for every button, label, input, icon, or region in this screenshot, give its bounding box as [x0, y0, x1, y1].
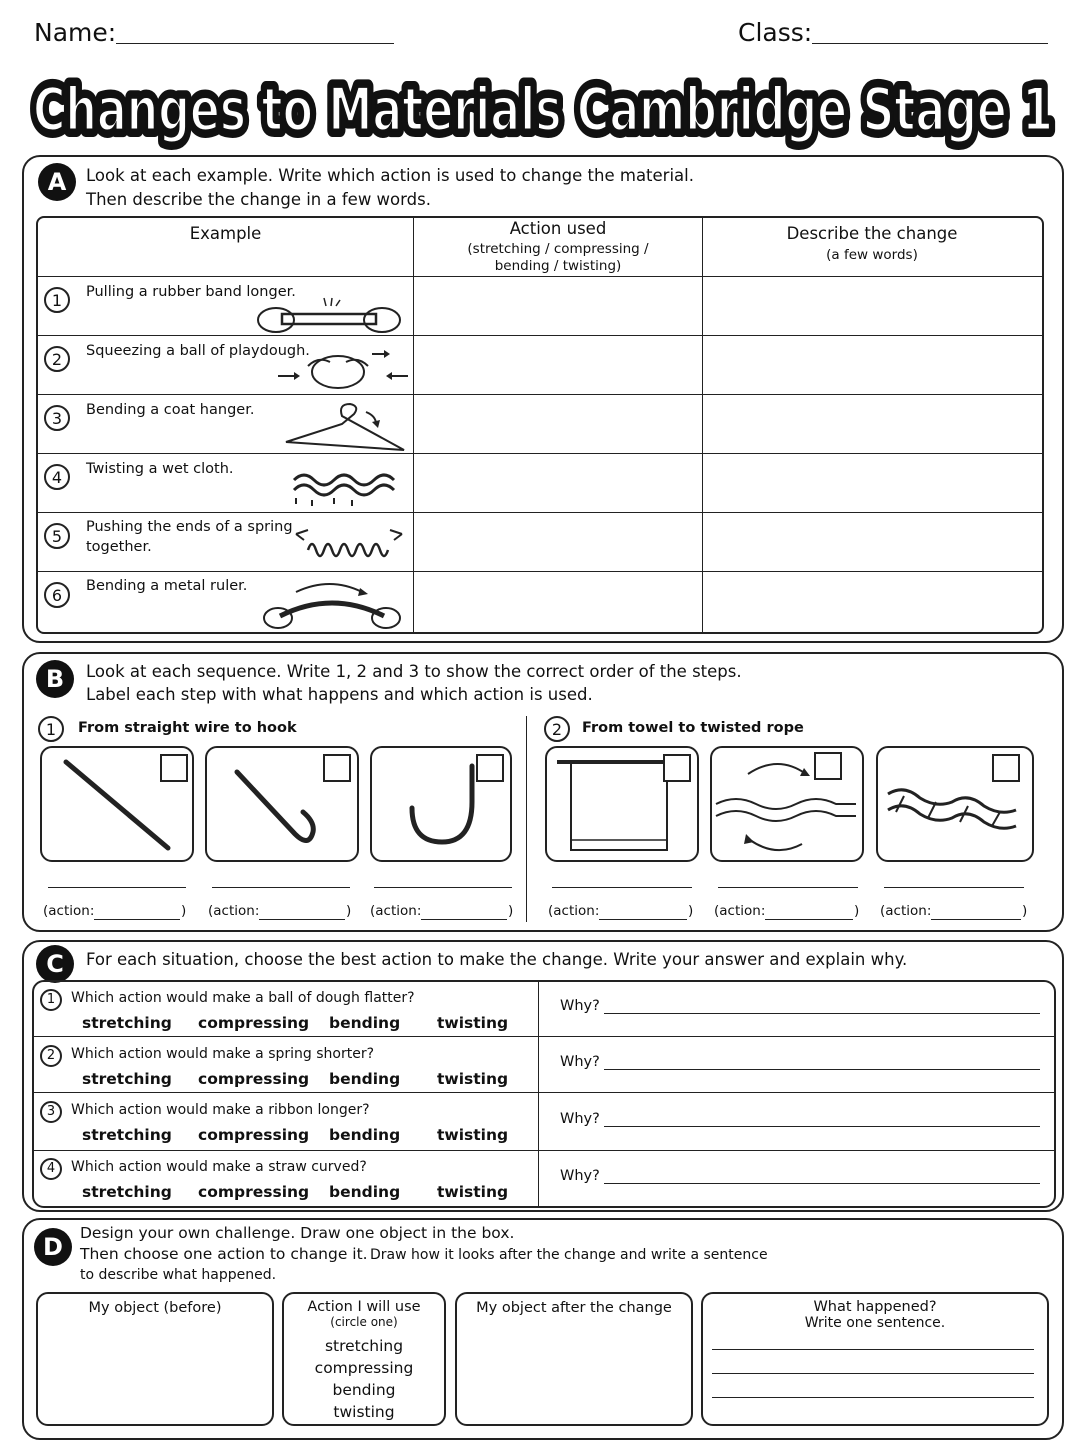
- step-label-line[interactable]: [884, 868, 1024, 888]
- question-text: Which action would make a ribbon longer?: [71, 1102, 370, 1118]
- action-choice-box: [282, 1292, 446, 1426]
- order-checkbox[interactable]: [160, 754, 188, 782]
- action-field[interactable]: [421, 900, 507, 920]
- action-choice-sub: (circle one): [330, 1315, 398, 1329]
- step-label-line[interactable]: [48, 868, 186, 888]
- table-row: [44, 287, 70, 313]
- action-option-bending[interactable]: bending: [332, 1381, 396, 1399]
- playdough-icon: [272, 348, 412, 392]
- table-row: [44, 346, 70, 372]
- class-label: Class:: [738, 18, 813, 47]
- sequence-1-title: From straight wire to hook: [78, 720, 297, 736]
- row-text-line-1: Pushing the ends of a spring: [86, 519, 293, 535]
- section-d-instruction-2a: Then choose one action to change it.: [80, 1245, 368, 1263]
- option-twisting[interactable]: twisting: [437, 1183, 509, 1201]
- col-action-sub-2: bending / twisting): [494, 258, 622, 274]
- rubber-band-icon: [246, 294, 410, 334]
- section-a-badge: A: [38, 163, 76, 201]
- sentence-line[interactable]: [712, 1330, 1034, 1350]
- section-d-badge: D: [34, 1228, 72, 1266]
- section-c-instruction: For each situation, choose the best action to make the change. Write your answer and explain why.: [86, 950, 908, 969]
- question-text: Which action would make a straw curved?: [71, 1159, 367, 1175]
- sequence-divider: [526, 716, 527, 922]
- col-action-header: Action used: [509, 219, 607, 238]
- option-stretching[interactable]: stretching: [82, 1070, 172, 1088]
- wet-cloth-icon: [284, 460, 408, 510]
- step-label-line[interactable]: [212, 868, 350, 888]
- row-number: 2: [44, 346, 70, 372]
- wire-step-box: [40, 746, 194, 862]
- close-paren: ): [1022, 903, 1028, 919]
- order-checkbox[interactable]: [663, 754, 691, 782]
- sequence-2-title: From towel to twisted rope: [582, 720, 804, 736]
- why-label: Why?: [560, 1054, 600, 1070]
- name-field[interactable]: [116, 14, 394, 44]
- question-number: 2: [40, 1044, 62, 1067]
- col-describe-sub: (a few words): [826, 247, 918, 263]
- object-after-label: My object after the change: [476, 1300, 672, 1316]
- close-paren: ): [508, 903, 514, 919]
- col-example-header: Example: [189, 224, 262, 243]
- order-checkbox[interactable]: [323, 754, 351, 782]
- why-field[interactable]: [604, 1050, 1040, 1070]
- class-field[interactable]: [812, 14, 1048, 44]
- close-paren: ): [688, 903, 694, 919]
- towel-step-box: [545, 746, 699, 862]
- action-label: (action:: [880, 903, 932, 919]
- sequence-1-number: 1: [38, 716, 64, 742]
- section-b-badge: B: [36, 660, 74, 698]
- worksheet-title-text: Changes to Materials Cambridge Stage 1: [33, 75, 1053, 145]
- row-text: Squeezing a ball of playdough.: [86, 343, 310, 359]
- spring-icon: [288, 520, 410, 566]
- action-label: (action:: [208, 903, 260, 919]
- question-number: 4: [40, 1157, 62, 1180]
- table-row: [44, 582, 70, 608]
- row-text: Bending a coat hanger.: [86, 402, 255, 418]
- row-number: 3: [44, 405, 70, 431]
- sentence-line[interactable]: [712, 1354, 1034, 1374]
- close-paren: ): [346, 903, 352, 919]
- action-field[interactable]: [259, 900, 345, 920]
- section-c-badge: C: [36, 945, 74, 983]
- why-label: Why?: [560, 1111, 600, 1127]
- action-label: (action:: [370, 903, 422, 919]
- towel-step-box: [876, 746, 1034, 862]
- why-field[interactable]: [604, 1107, 1040, 1127]
- wire-step-box: [370, 746, 512, 862]
- action-label: (action:: [714, 903, 766, 919]
- row-number: 4: [44, 464, 70, 490]
- object-before-box[interactable]: [36, 1292, 274, 1426]
- row-number: 6: [44, 582, 70, 608]
- section-d-instruction-1: Design your own challenge. Draw one object in the box.: [80, 1224, 515, 1242]
- why-label: Why?: [560, 998, 600, 1014]
- order-checkbox[interactable]: [814, 752, 842, 780]
- section-a-instruction-1: Look at each example. Write which action is used to change the material.: [86, 166, 694, 185]
- step-label-line[interactable]: [552, 868, 692, 888]
- action-field[interactable]: [94, 900, 180, 920]
- action-label: (action:: [548, 903, 600, 919]
- option-twisting[interactable]: twisting: [437, 1126, 509, 1144]
- row-text-line-2: together.: [86, 539, 152, 555]
- question-text: Which action would make a spring shorter?: [71, 1046, 375, 1062]
- why-field[interactable]: [604, 994, 1040, 1014]
- option-compressing[interactable]: compressing: [198, 1183, 310, 1201]
- metal-ruler-icon: [256, 576, 410, 630]
- order-checkbox[interactable]: [992, 754, 1020, 782]
- why-field[interactable]: [604, 1164, 1040, 1184]
- sequence-2-number: 2: [544, 716, 570, 742]
- close-paren: ): [181, 903, 187, 919]
- object-after-box[interactable]: [455, 1292, 693, 1426]
- section-d-instruction-3: to describe what happened.: [80, 1267, 277, 1283]
- what-happened-sub: Write one sentence.: [804, 1315, 946, 1331]
- option-bending[interactable]: bending: [329, 1126, 401, 1144]
- option-compressing[interactable]: compressing: [198, 1014, 310, 1032]
- question-number: 3: [40, 1100, 62, 1123]
- what-happened-label: What happened?: [813, 1299, 937, 1315]
- table-row: [44, 464, 70, 490]
- table-row: [44, 405, 70, 431]
- col-describe-header: Describe the change: [786, 224, 958, 243]
- option-bending[interactable]: bending: [329, 1014, 401, 1032]
- row-text: Bending a metal ruler.: [86, 578, 248, 594]
- option-bending[interactable]: bending: [329, 1183, 401, 1201]
- action-field[interactable]: [599, 900, 687, 920]
- option-twisting[interactable]: twisting: [437, 1070, 509, 1088]
- section-d-instruction-2b: Draw how it looks after the change and write a sentence: [370, 1247, 768, 1263]
- action-option-compressing[interactable]: compressing: [314, 1359, 414, 1377]
- wire-step-box: [205, 746, 359, 862]
- section-b-instruction-2: Label each step with what happens and which action is used.: [86, 685, 593, 704]
- option-bending[interactable]: bending: [329, 1070, 401, 1088]
- close-paren: ): [854, 903, 860, 919]
- action-option-stretching[interactable]: stretching: [324, 1337, 404, 1355]
- towel-step-box: [710, 746, 864, 862]
- row-text: Pulling a rubber band longer.: [86, 284, 296, 300]
- option-twisting[interactable]: twisting: [437, 1014, 509, 1032]
- question-number: 1: [40, 988, 62, 1011]
- why-label: Why?: [560, 1168, 600, 1184]
- section-b-instruction-1: Look at each sequence. Write 1, 2 and 3 to show the correct order of the steps.: [86, 662, 742, 681]
- order-checkbox[interactable]: [476, 754, 504, 782]
- action-field[interactable]: [931, 900, 1021, 920]
- option-stretching[interactable]: stretching: [82, 1126, 172, 1144]
- col-action-sub-1: (stretching / compressing /: [467, 241, 649, 257]
- row-number: 1: [44, 287, 70, 313]
- worksheet-title: [20, 58, 1066, 154]
- object-before-label: My object (before): [88, 1300, 222, 1316]
- row-number: 5: [44, 523, 70, 549]
- coat-hanger-icon: [268, 400, 410, 452]
- action-field[interactable]: [765, 900, 853, 920]
- option-compressing[interactable]: compressing: [198, 1126, 310, 1144]
- action-choice-label: Action I will use: [307, 1299, 421, 1315]
- option-stretching[interactable]: stretching: [82, 1014, 172, 1032]
- step-label-line[interactable]: [718, 868, 858, 888]
- question-text: Which action would make a ball of dough flatter?: [71, 990, 415, 1006]
- section-a-instruction-2: Then describe the change in a few words.: [86, 190, 431, 209]
- option-stretching[interactable]: stretching: [82, 1183, 172, 1201]
- action-label: (action:: [43, 903, 95, 919]
- name-label: Name:: [34, 18, 117, 47]
- option-compressing[interactable]: compressing: [198, 1070, 310, 1088]
- action-option-twisting[interactable]: twisting: [333, 1403, 395, 1421]
- sentence-line[interactable]: [712, 1378, 1034, 1398]
- worksheet-title-inner: Changes to Materials Cambridge Stage 1: [33, 75, 1053, 145]
- table-row: [44, 523, 70, 549]
- row-text: Twisting a wet cloth.: [86, 461, 234, 477]
- step-label-line[interactable]: [374, 868, 512, 888]
